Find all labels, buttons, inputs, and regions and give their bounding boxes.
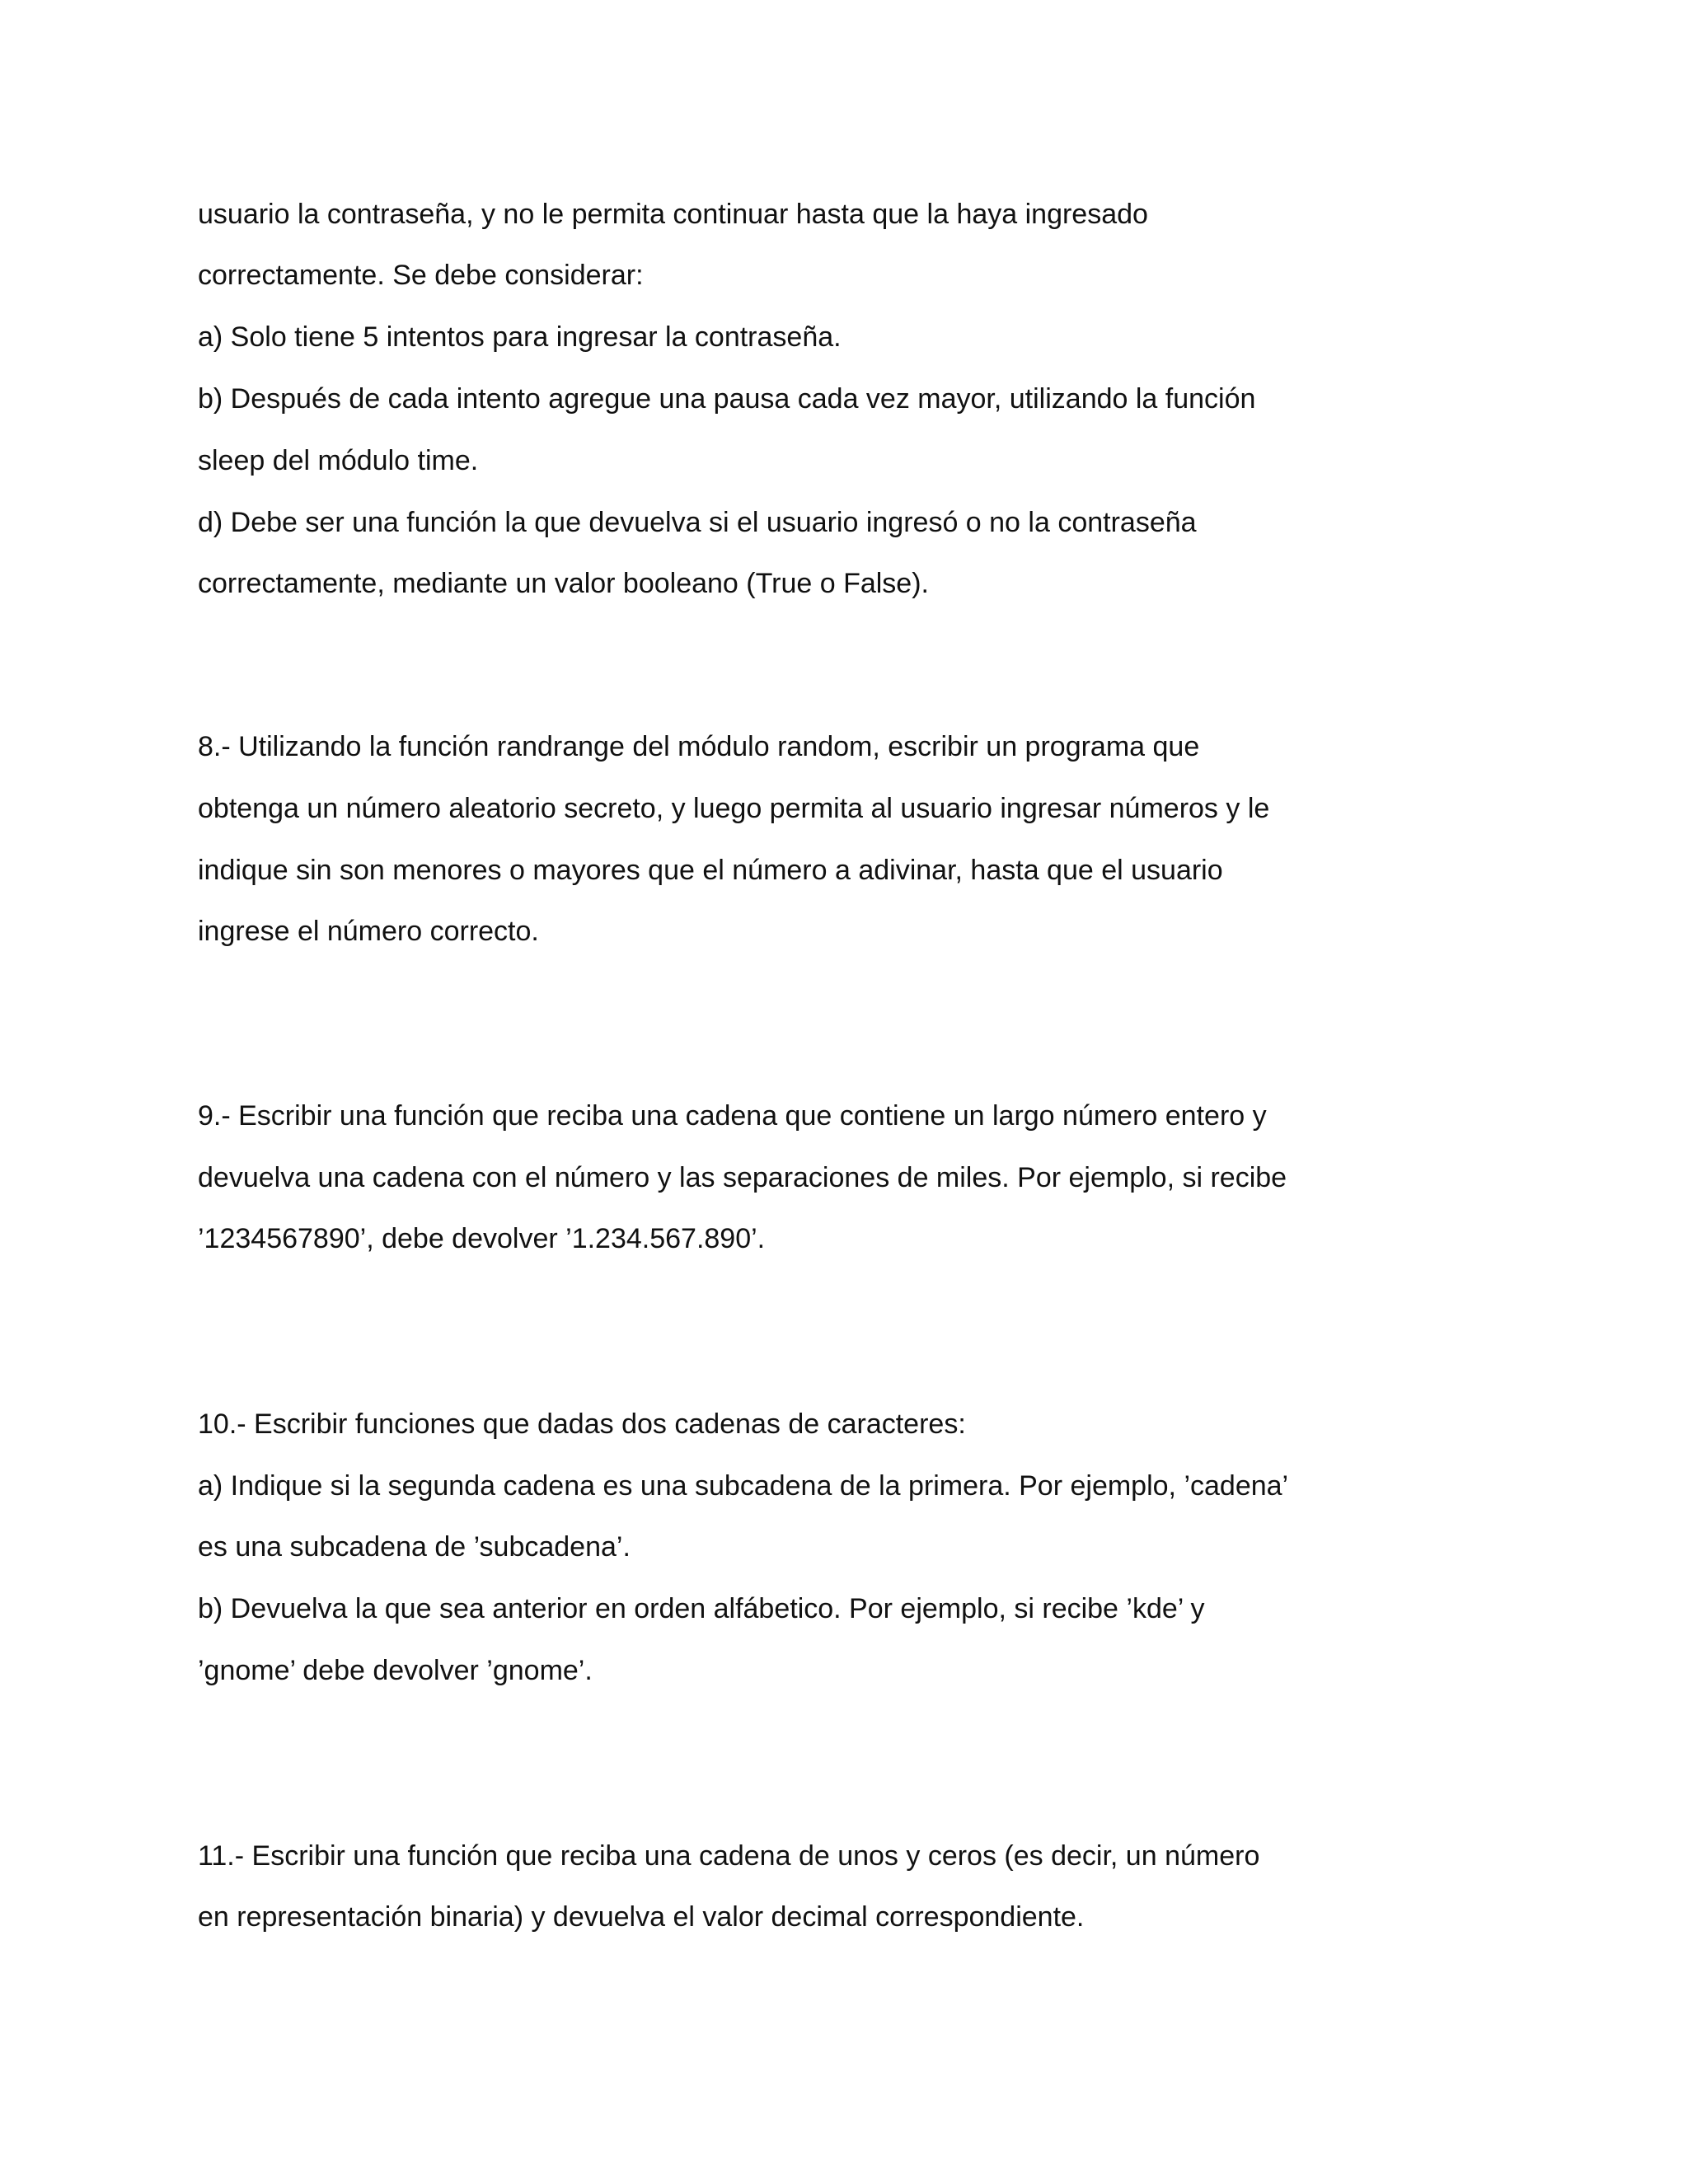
text-line: ingrese el número correcto. bbox=[198, 916, 539, 947]
text-line: ’gnome’ debe devolver ’gnome’. bbox=[198, 1655, 593, 1686]
list-item-a: a) Solo tiene 5 intentos para ingresar la contraseña. bbox=[198, 321, 842, 353]
list-item-b: b) Devuelva la que sea anterior en orden alfábetico. Por ejemplo, si recibe ’kde’ y bbox=[198, 1593, 1205, 1624]
text-line: correctamente, mediante un valor booleano (True o False). bbox=[198, 568, 929, 599]
exercise-11-heading: 11.- Escribir una función que reciba una cadena de unos y ceros (es decir, un número bbox=[198, 1840, 1260, 1872]
list-item-b: b) Después de cada intento agregue una pausa cada vez mayor, utilizando la función bbox=[198, 383, 1256, 415]
text-line: ’1234567890’, debe devolver ’1.234.567.890’. bbox=[198, 1223, 766, 1254]
text-line: indique sin son menores o mayores que el número a adivinar, hasta que el usuario bbox=[198, 855, 1223, 886]
text-line: obtenga un número aleatorio secreto, y luego permita al usuario ingresar números y le bbox=[198, 793, 1270, 824]
text-line: correctamente. Se debe considerar: bbox=[198, 260, 644, 291]
text-line: es una subcadena de ’subcadena’. bbox=[198, 1531, 631, 1563]
text-line: sleep del módulo time. bbox=[198, 445, 479, 476]
exercise-10-heading: 10.- Escribir funciones que dadas dos cadenas de caracteres: bbox=[198, 1408, 966, 1440]
list-item-d: d) Debe ser una función la que devuelva si el usuario ingresó o no la contraseña bbox=[198, 507, 1197, 538]
exercise-9-heading: 9.- Escribir una función que reciba una cadena que contiene un largo número entero y bbox=[198, 1100, 1267, 1132]
list-item-a: a) Indique si la segunda cadena es una subcadena de la primera. Por ejemplo, ’cadena’ bbox=[198, 1470, 1289, 1502]
text-line: usuario la contraseña, y no le permita continuar hasta que la haya ingresado bbox=[198, 199, 1148, 230]
text-line: devuelva una cadena con el número y las separaciones de miles. Por ejemplo, si recibe bbox=[198, 1162, 1287, 1193]
exercise-8-heading: 8.- Utilizando la función randrange del módulo random, escribir un programa que bbox=[198, 731, 1200, 762]
text-line: en representación binaria) y devuelva el valor decimal correspondiente. bbox=[198, 1901, 1085, 1933]
